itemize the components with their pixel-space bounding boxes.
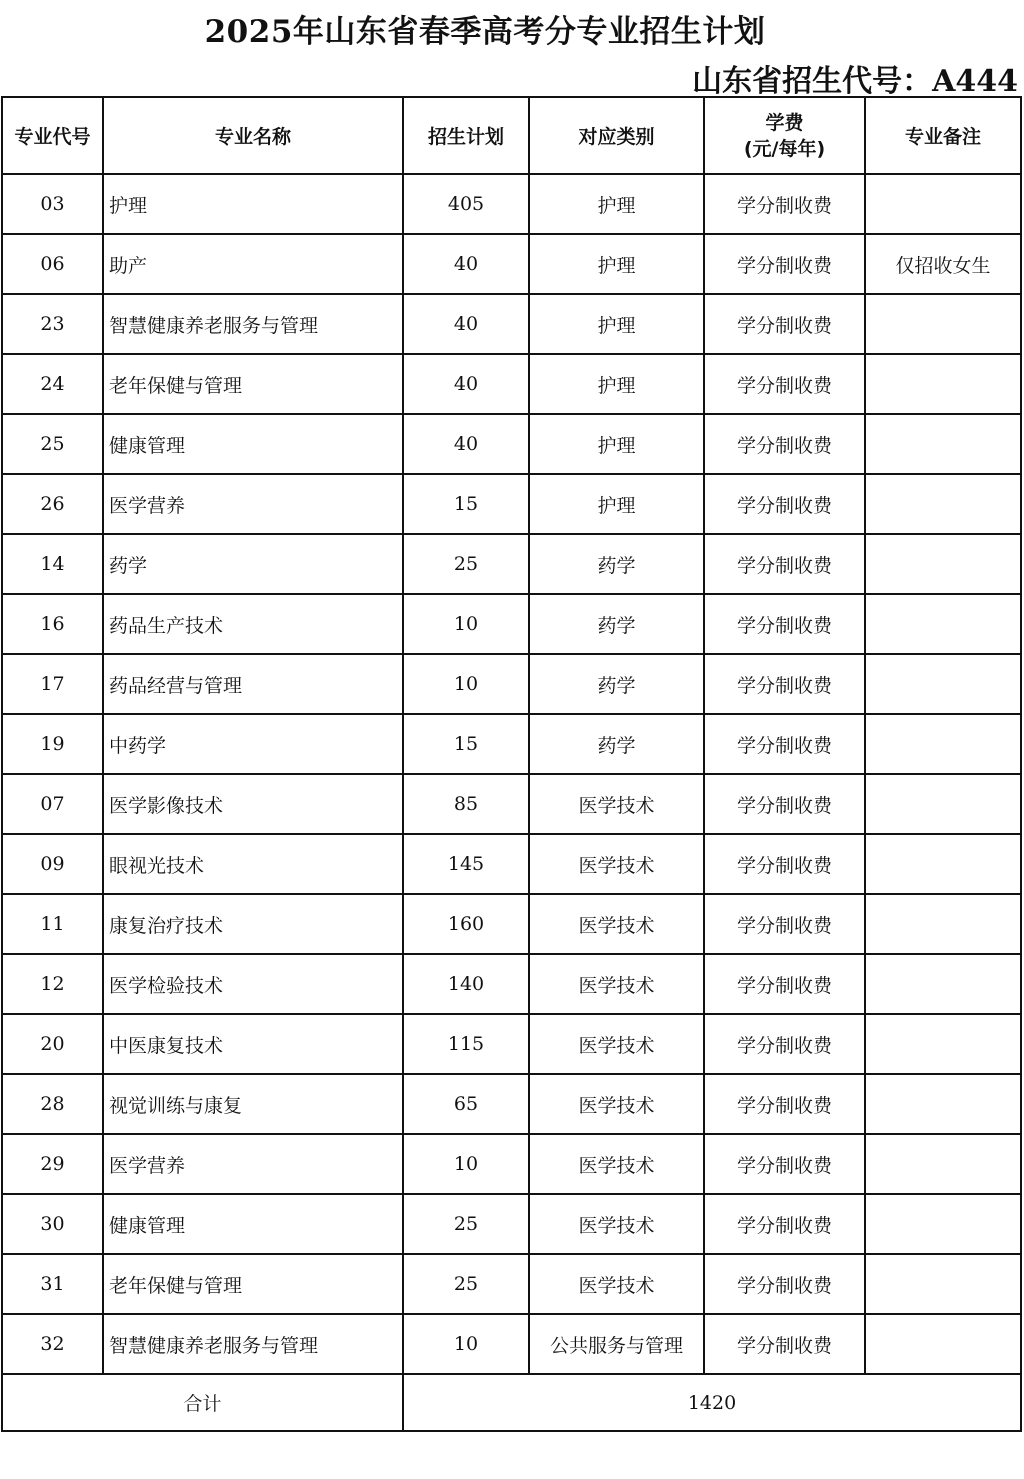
cell-category: 护理 [529,234,704,294]
cell-note: 仅招收女生 [865,234,1021,294]
cell-fee: 学分制收费 [704,414,865,474]
table-row [2,774,1021,834]
cell-category: 医学技术 [529,954,704,1014]
cell-category: 药学 [529,714,704,774]
cell-code: 23 [2,294,103,354]
cell-plan: 25 [403,1254,529,1314]
cell-name: 视觉训练与康复 [103,1074,403,1134]
cell-plan: 15 [403,474,529,534]
cell-category: 公共服务与管理 [529,1314,704,1374]
header-category: 对应类别 [529,97,704,174]
cell-plan: 40 [403,294,529,354]
cell-fee: 学分制收费 [704,1254,865,1314]
cell-fee: 学分制收费 [704,534,865,594]
table-body [2,174,1021,1374]
cell-name: 中医康复技术 [103,1014,403,1074]
cell-plan: 25 [403,1194,529,1254]
cell-category: 药学 [529,594,704,654]
cell-fee: 学分制收费 [704,354,865,414]
cell-name: 护理 [103,174,403,234]
table-row [2,1014,1021,1074]
cell-plan: 65 [403,1074,529,1134]
cell-category: 药学 [529,654,704,714]
cell-plan: 40 [403,354,529,414]
table-row [2,654,1021,714]
cell-code: 09 [2,834,103,894]
cell-note [865,1314,1021,1374]
cell-category: 护理 [529,294,704,354]
cell-name: 老年保健与管理 [103,354,403,414]
header-code: 专业代号 [2,97,103,174]
cell-code: 19 [2,714,103,774]
cell-code: 24 [2,354,103,414]
cell-name: 医学营养 [103,474,403,534]
cell-code: 20 [2,1014,103,1074]
cell-category: 医学技术 [529,834,704,894]
table-row [2,534,1021,594]
cell-name: 健康管理 [103,414,403,474]
table-row [2,894,1021,954]
cell-note [865,714,1021,774]
cell-fee: 学分制收费 [704,234,865,294]
cell-fee: 学分制收费 [704,1014,865,1074]
cell-code: 25 [2,414,103,474]
cell-plan: 140 [403,954,529,1014]
cell-note [865,834,1021,894]
cell-name: 康复治疗技术 [103,894,403,954]
cell-fee: 学分制收费 [704,174,865,234]
cell-category: 医学技术 [529,1194,704,1254]
cell-note [865,654,1021,714]
cell-plan: 40 [403,234,529,294]
cell-fee: 学分制收费 [704,1134,865,1194]
table-row [2,954,1021,1014]
cell-plan: 10 [403,1314,529,1374]
cell-plan: 115 [403,1014,529,1074]
total-value: 1420 [403,1374,1021,1431]
table-row [2,714,1021,774]
cell-name: 药品生产技术 [103,594,403,654]
table-row [2,234,1021,294]
cell-plan: 10 [403,654,529,714]
table-row [2,294,1021,354]
cell-name: 医学检验技术 [103,954,403,1014]
cell-name: 智慧健康养老服务与管理 [103,1314,403,1374]
table-row [2,1074,1021,1134]
cell-category: 医学技术 [529,894,704,954]
cell-fee: 学分制收费 [704,474,865,534]
cell-code: 16 [2,594,103,654]
cell-code: 11 [2,894,103,954]
cell-fee: 学分制收费 [704,954,865,1014]
cell-name: 药品经营与管理 [103,654,403,714]
cell-code: 14 [2,534,103,594]
cell-note [865,1134,1021,1194]
cell-plan: 405 [403,174,529,234]
cell-fee: 学分制收费 [704,714,865,774]
cell-note [865,534,1021,594]
cell-name: 医学影像技术 [103,774,403,834]
cell-plan: 160 [403,894,529,954]
cell-code: 12 [2,954,103,1014]
plan-table [1,96,1022,1432]
table-row [2,474,1021,534]
header-note: 专业备注 [865,97,1021,174]
cell-note [865,894,1021,954]
cell-name: 眼视光技术 [103,834,403,894]
cell-name: 老年保健与管理 [103,1254,403,1314]
header-row [2,97,1021,174]
cell-note [865,954,1021,1014]
cell-plan: 40 [403,414,529,474]
header-name: 专业名称 [103,97,403,174]
header-fee [704,97,865,174]
table-row [2,594,1021,654]
cell-category: 医学技术 [529,1014,704,1074]
cell-code: 32 [2,1314,103,1374]
enroll-code: 山东省招生代号：A444 [692,64,1018,99]
cell-category: 护理 [529,174,704,234]
header-fee-line2: (元/每年) [743,137,826,160]
cell-note [865,594,1021,654]
cell-name: 医学营养 [103,1134,403,1194]
cell-code: 31 [2,1254,103,1314]
cell-plan: 15 [403,714,529,774]
cell-category: 护理 [529,414,704,474]
cell-category: 药学 [529,534,704,594]
cell-fee: 学分制收费 [704,1314,865,1374]
cell-fee: 学分制收费 [704,594,865,654]
cell-fee: 学分制收费 [704,1194,865,1254]
cell-plan: 85 [403,774,529,834]
cell-note [865,174,1021,234]
table-row [2,414,1021,474]
total-row [2,1374,1021,1431]
table-row [2,354,1021,414]
cell-note [865,1194,1021,1254]
cell-name: 中药学 [103,714,403,774]
table-row [2,1314,1021,1374]
cell-category: 医学技术 [529,774,704,834]
cell-category: 医学技术 [529,1254,704,1314]
table-row [2,174,1021,234]
cell-code: 06 [2,234,103,294]
table-row [2,834,1021,894]
cell-note [865,1014,1021,1074]
table-row [2,1254,1021,1314]
cell-note [865,414,1021,474]
cell-name: 药学 [103,534,403,594]
total-label: 合计 [2,1374,403,1431]
cell-fee: 学分制收费 [704,294,865,354]
cell-fee: 学分制收费 [704,894,865,954]
cell-name: 健康管理 [103,1194,403,1254]
cell-category: 护理 [529,474,704,534]
cell-name: 助产 [103,234,403,294]
table-row [2,1194,1021,1254]
cell-fee: 学分制收费 [704,774,865,834]
cell-fee: 学分制收费 [704,654,865,714]
cell-code: 26 [2,474,103,534]
cell-category: 医学技术 [529,1134,704,1194]
header-fee-line1: 学费 [765,111,804,134]
cell-code: 30 [2,1194,103,1254]
cell-plan: 10 [403,1134,529,1194]
table-row [2,1134,1021,1194]
cell-code: 07 [2,774,103,834]
page-title: 2025年山东省春季高考分专业招生计划 [204,14,766,50]
cell-note [865,1074,1021,1134]
cell-note [865,354,1021,414]
cell-plan: 10 [403,594,529,654]
cell-category: 医学技术 [529,1074,704,1134]
cell-note [865,774,1021,834]
cell-plan: 145 [403,834,529,894]
cell-fee: 学分制收费 [704,834,865,894]
cell-fee: 学分制收费 [704,1074,865,1134]
cell-category: 护理 [529,354,704,414]
cell-code: 28 [2,1074,103,1134]
header-plan: 招生计划 [403,97,529,174]
cell-note [865,1254,1021,1314]
cell-name: 智慧健康养老服务与管理 [103,294,403,354]
cell-plan: 25 [403,534,529,594]
cell-note [865,474,1021,534]
cell-code: 17 [2,654,103,714]
cell-note [865,294,1021,354]
cell-code: 03 [2,174,103,234]
cell-code: 29 [2,1134,103,1194]
